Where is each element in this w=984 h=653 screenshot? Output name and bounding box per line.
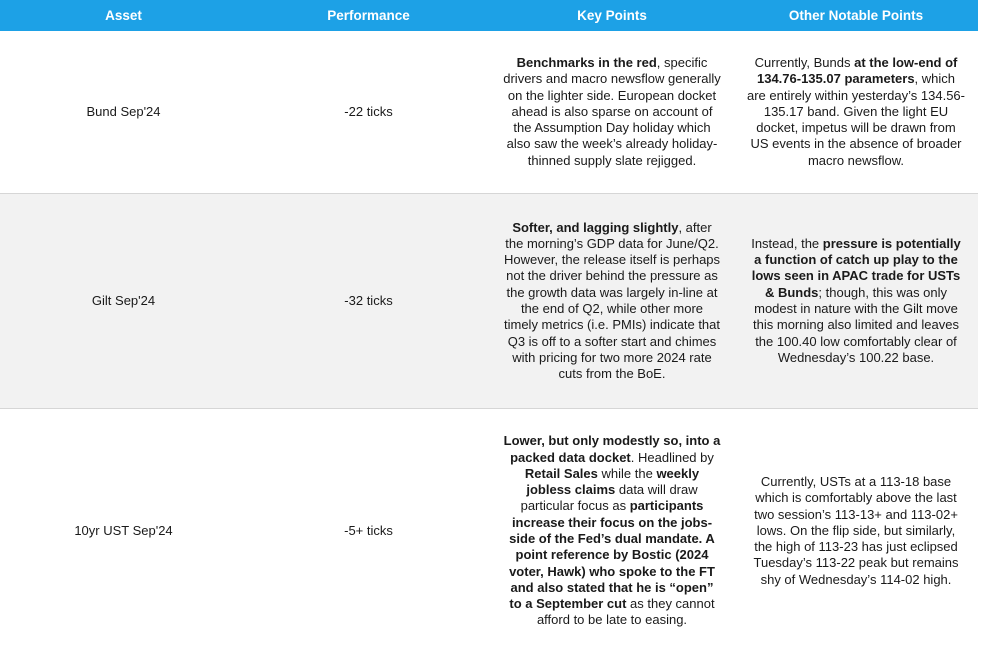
key-points-cell [490,31,734,194]
bold-text-run: Softer, and lagging slightly [512,220,678,235]
table-row [0,194,978,409]
performance-cell: -5+ ticks [247,409,490,653]
asset-cell: Gilt Sep'24 [0,194,247,409]
performance-cell: -22 ticks [247,31,490,194]
bold-text-run: pressure is potentially a function of catch up play to the lows seen in APAC trade for USTs & Bunds [752,236,961,300]
text-run: Currently, Bunds [755,55,854,70]
text-run: , specific drivers and macro newsflow generally on the lighter side. European docket ahead is also sparse on account of the Assumption Day holiday which also saw the week’s already holiday-thinned supply slate rejigged. [503,55,720,168]
other-notable-points-cell [734,31,978,194]
text-run: ; though, this was only modest in nature with the Gilt move this morning also limited and leaves the 100.40 low comfortably clear of Wednesday’s 100.22 base. [753,285,959,365]
table-row [0,31,978,194]
key-points-cell [490,194,734,409]
text-run: . Headlined by [631,450,714,465]
text-run: as they cannot afford to be late to easing. [537,596,715,627]
header-key-points: Key Points [490,0,734,31]
header-other-notable-points: Other Notable Points [734,0,978,31]
text-run: , after the morning’s GDP data for June/Q2. However, the release itself is perhaps not the driver behind the pressure as the growth data was largely in-line at the end of Q2, while other more timely metrics (i.e. PMIs) indicate that Q3 is off to a softer start and chimes with pricing for two more 2024 rate cuts from the BoE. [504,220,720,382]
header-row [0,0,978,31]
performance-cell: -32 ticks [247,194,490,409]
bold-text-run: at the low-end of 134.76-135.07 parameters [757,55,957,86]
text-run: Currently, USTs at a 113-18 base which is comfortably above the last two session’s 113-13+ and 113-02+ lows. On the flip side, but similarly, the high of 113-23 has just eclipsed Tuesday’s 113-22 peak but remains shy of Wednesday’s 114-02 high. [754,474,959,587]
other-notable-points-cell [734,194,978,409]
bold-text-run: Retail Sales [525,466,598,481]
asset-cell: Bund Sep'24 [0,31,247,194]
text-run: , which are entirely within yesterday’s 134.56-135.17 band. Given the light EU docket, impetus will be drawn from US events in the absence of broader macro newsflow. [747,71,965,167]
text-run: Instead, the [751,236,823,251]
bold-text-run: participants increase their focus on the jobs-side of the Fed’s dual mandate. A point reference by Bostic (2024 voter, Hawk) who spoke to the FT and also stated that he is “open” to a September cut [509,498,715,611]
bold-text-run: Benchmarks in the red [517,55,657,70]
other-notable-points-cell [734,409,978,653]
asset-cell: 10yr UST Sep'24 [0,409,247,653]
header-performance: Performance [247,0,490,31]
header-asset: Asset [0,0,247,31]
table-row [0,409,978,653]
text-run: data will draw particular focus as [521,482,698,513]
bold-text-run: weekly jobless claims [526,466,699,497]
bold-text-run: Lower, but only modestly so, into a packed data docket [504,433,721,464]
key-points-cell [490,409,734,653]
text-run: while the [598,466,657,481]
